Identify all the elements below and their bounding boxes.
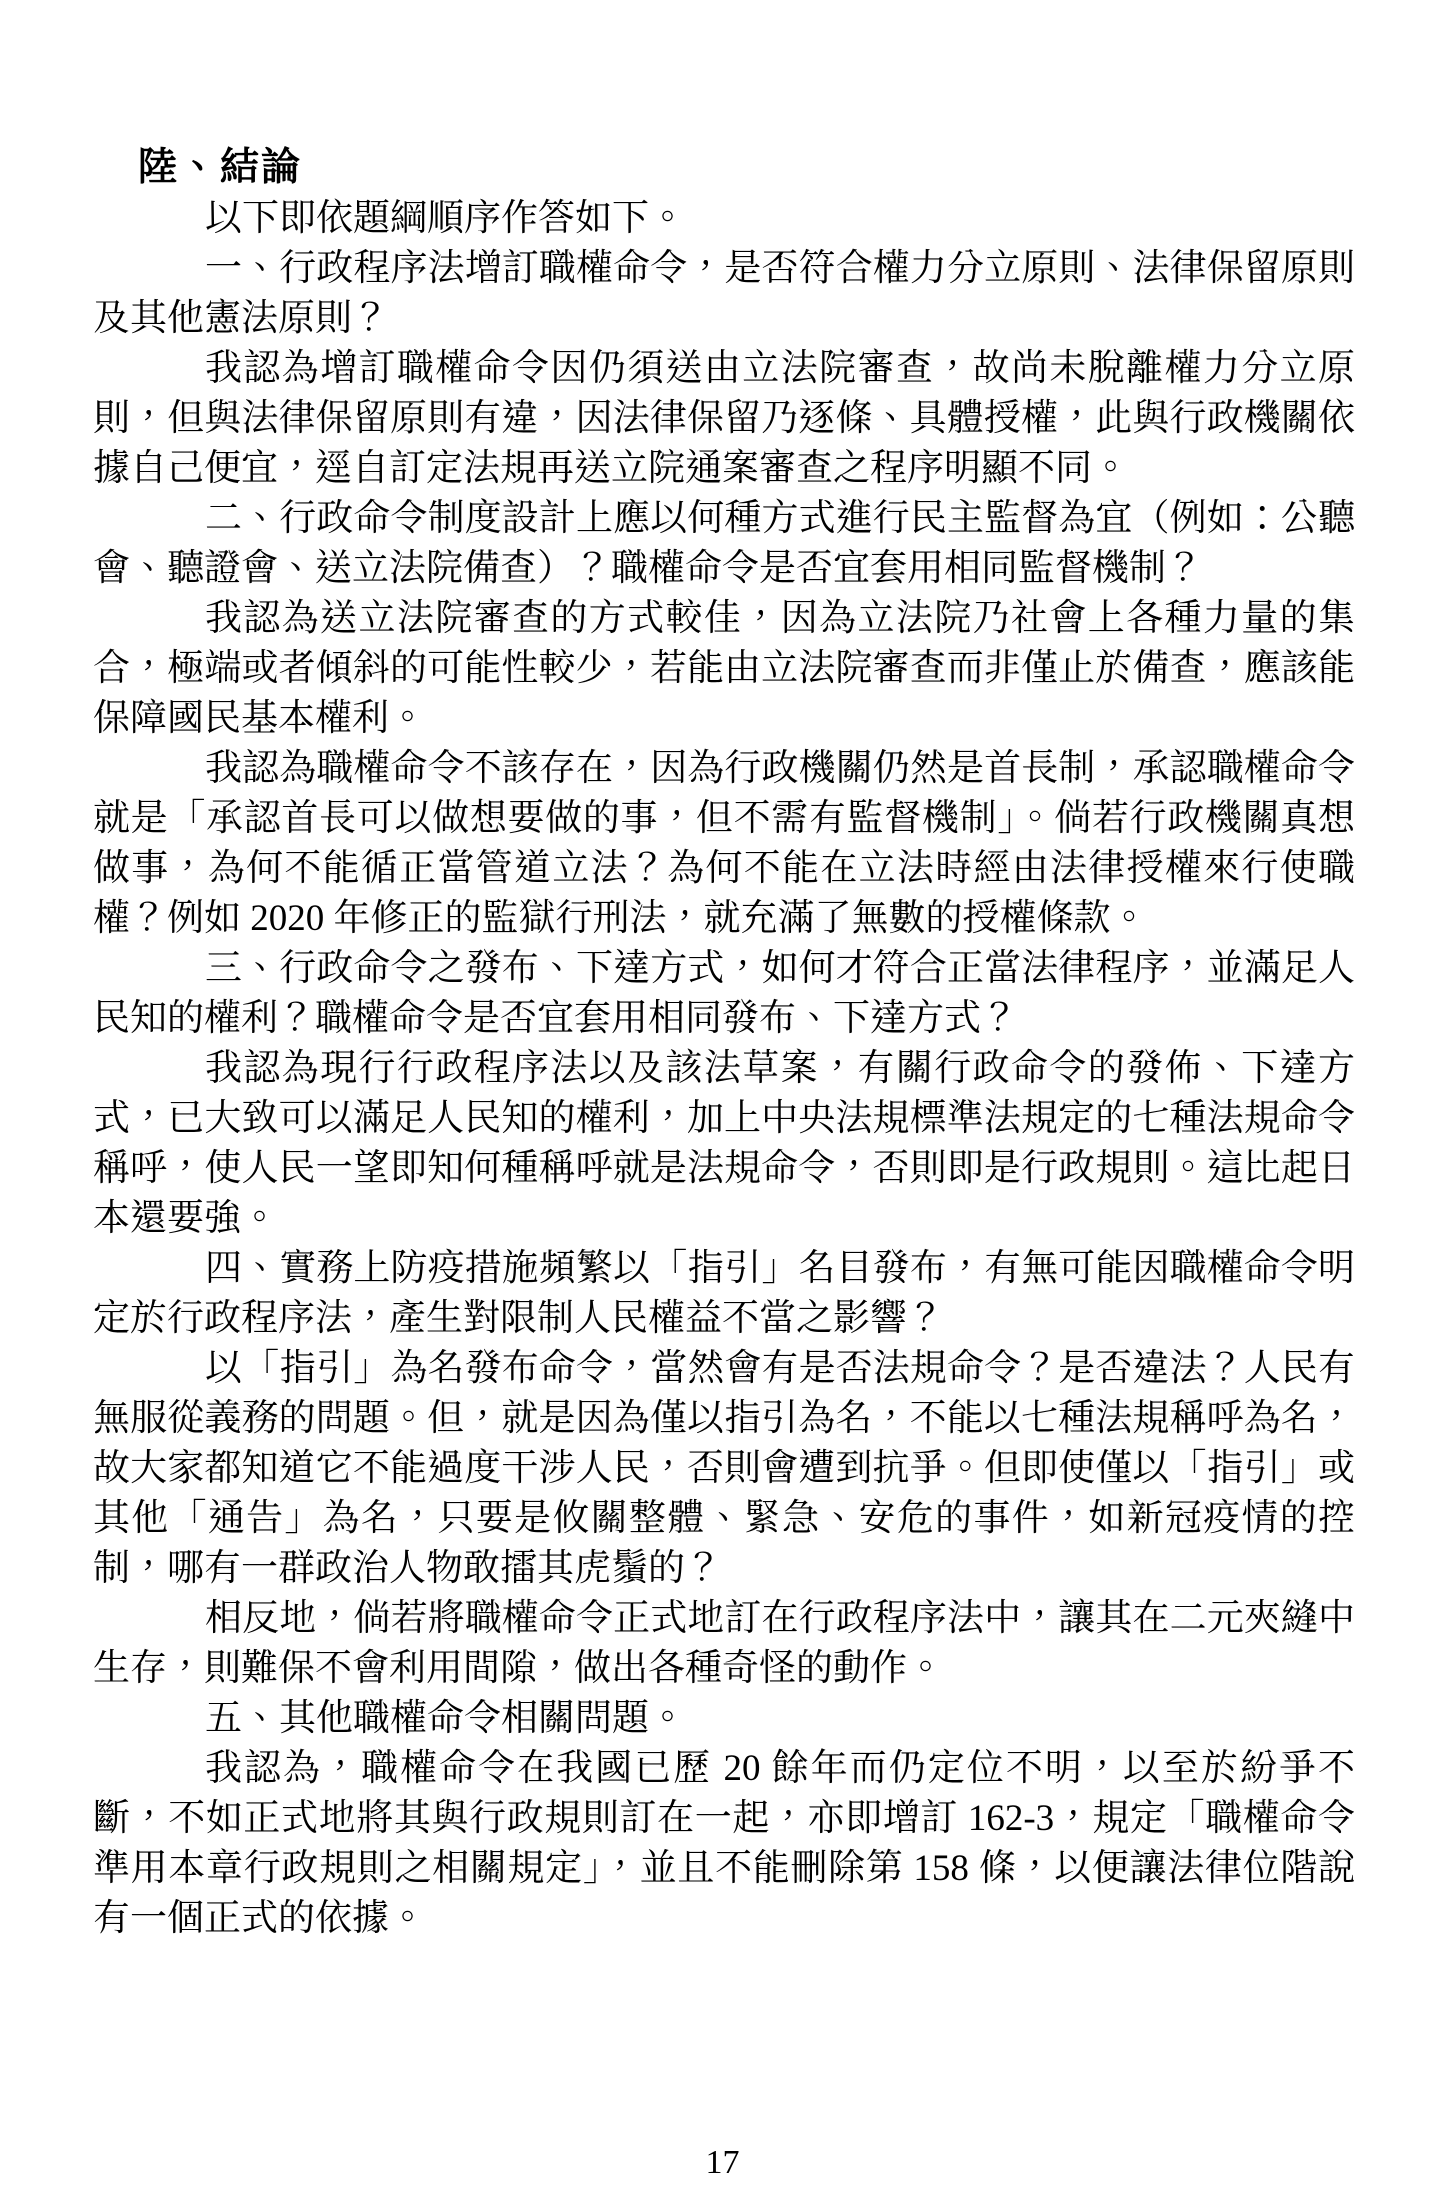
paragraph: 以「指引」為名發布命令，當然會有是否法規命令？是否違法？人民有無服從義務的問題。但，就是因為僅以指引為名，不能以七種法規稱呼為名，故大家都知道它不能過度干涉人民，否則會遭到抗爭。但即使僅以「指引」或其他「通告」為名，只要是攸關整體、緊急、安危的事件，如新冠疫情的控制，哪有一群政治人物敢擂其虎鬚的？ <box>93 1348 1355 1589</box>
paragraph: 二、行政命令制度設計上應以何種方式進行民主監督為宜（例如：公聽會、聽證會、送立法院備查）？職權命令是否宜套用相同監督機制？ <box>93 498 1355 589</box>
paragraph: 五、其他職權命令相關問題。 <box>205 1698 686 1739</box>
paragraph: 四、實務上防疫措施頻繁以「指引」名目發布，有無可能因職權命令明定於行政程序法，產生對限制人民權益不當之影響？ <box>93 1248 1355 1339</box>
paragraph: 相反地，倘若將職權命令正式地訂在行政程序法中，讓其在二元夾縫中生存，則難保不會利用間隙，做出各種奇怪的動作。 <box>93 1598 1355 1689</box>
paragraph: 三、行政命令之發布、下達方式，如何才符合正當法律程序，並滿足人民知的權利？職權命令是否宜套用相同發布、下達方式？ <box>93 948 1355 1039</box>
document-body <box>93 194 1355 1944</box>
section-heading: 陸、結論 <box>138 146 303 189</box>
page-number: 17 <box>705 2144 740 2181</box>
paragraph: 我認為，職權命令在我國已歷 20 餘年而仍定位不明，以至於紛爭不斷，不如正式地將其與行政規則訂在一起，亦即增訂 162-3，規定「職權命令準用本章行政規則之相關規定」，並且不能刪除第 158 條，以便讓法律位階說有一個正式的依據。 <box>93 1748 1355 1939</box>
paragraph: 以下即依題綱順序作答如下。 <box>205 198 686 239</box>
paragraph: 我認為送立法院審查的方式較佳，因為立法院乃社會上各種力量的集合，極端或者傾斜的可能性較少，若能由立法院審查而非僅止於備查，應該能保障國民基本權利。 <box>93 598 1355 739</box>
paragraph: 我認為職權命令不該存在，因為行政機關仍然是首長制，承認職權命令就是「承認首長可以做想要做的事，但不需有監督機制」。倘若行政機關真想做事，為何不能循正當管道立法？為何不能在立法時經由法律授權來行使職權？例如 2020 年修正的監獄行刑法，就充滿了無數的授權條款。 <box>93 748 1355 939</box>
paragraph: 一、行政程序法增訂職權命令，是否符合權力分立原則、法律保留原則及其他憲法原則？ <box>93 248 1355 339</box>
paragraph: 我認為增訂職權命令因仍須送由立法院審查，故尚未脫離權力分立原則，但與法律保留原則有違，因法律保留乃逐條、具體授權，此與行政機關依據自己便宜，逕自訂定法規再送立院通案審查之程序明顯不同。 <box>93 348 1355 489</box>
paragraph: 我認為現行行政程序法以及該法草案，有關行政命令的發佈、下達方式，已大致可以滿足人民知的權利，加上中央法規標準法規定的七種法規命令稱呼，使人民一望即知何種稱呼就是法規命令，否則即是行政規則。這比起日本還要強。 <box>93 1048 1355 1239</box>
